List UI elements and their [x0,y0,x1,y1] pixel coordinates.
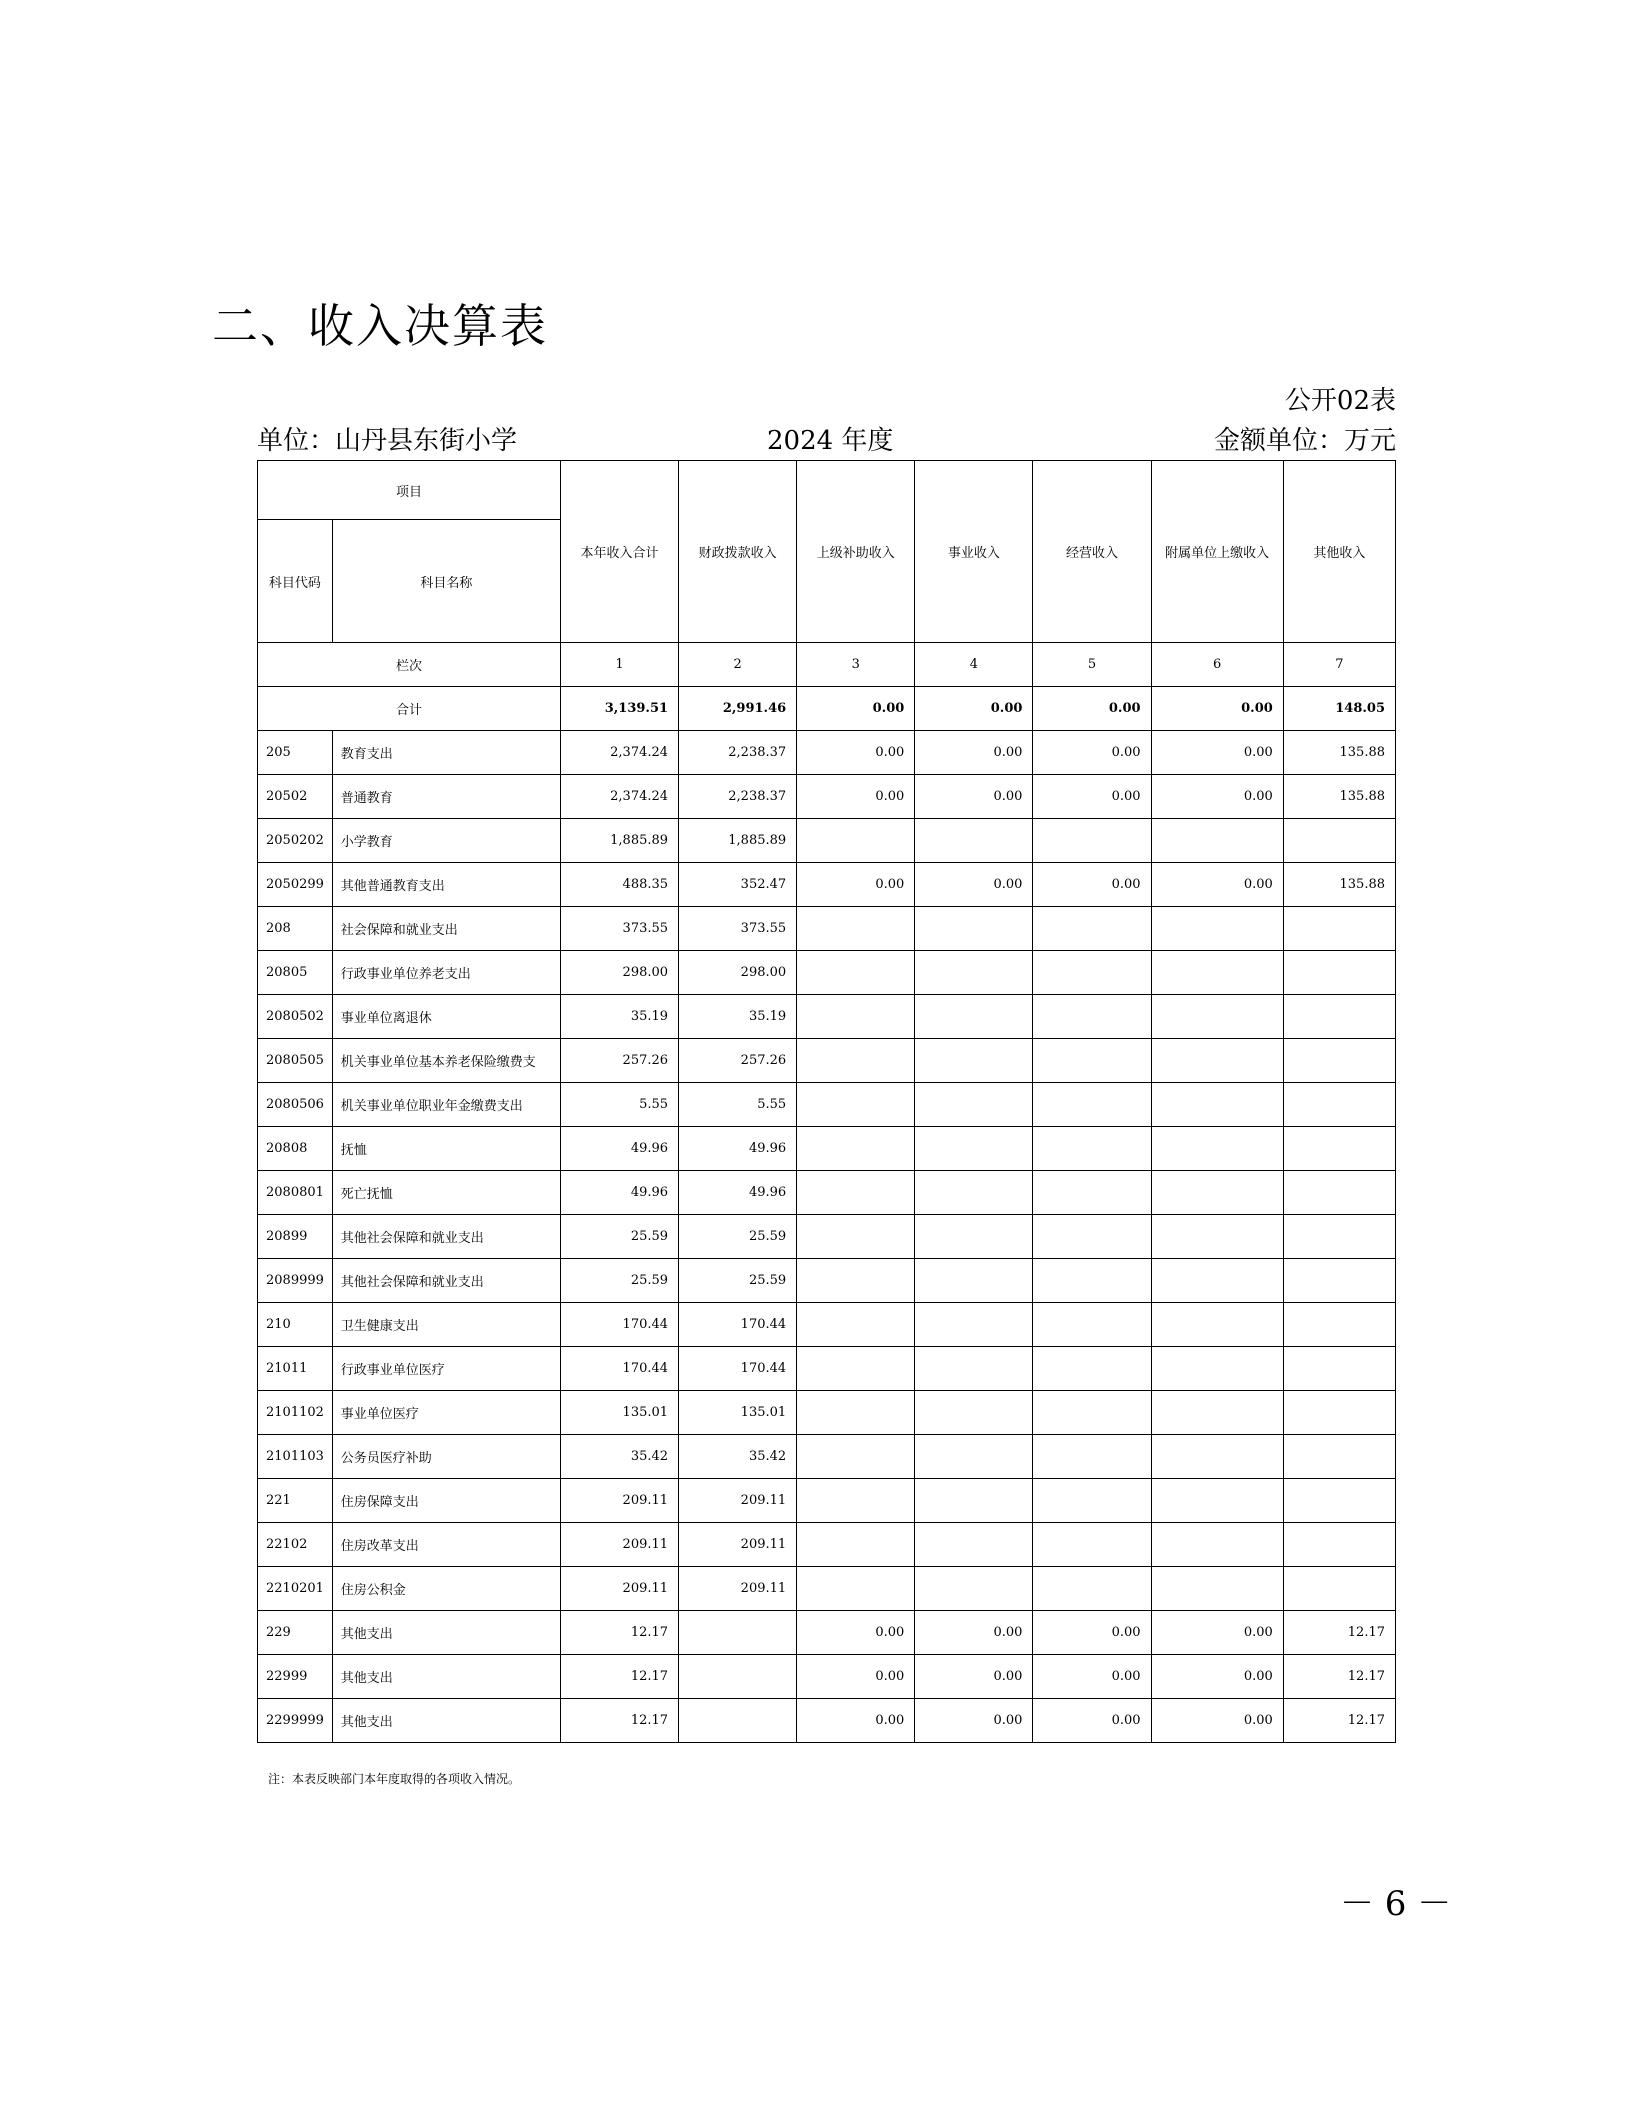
table-row [258,731,1396,775]
total-value: 3,139.51 [560,687,678,731]
amount-cell: 0.00 [1151,863,1283,907]
col-number: 3 [797,643,915,687]
subject-code: 205 [258,731,333,775]
amount-cell: 35.42 [679,1435,797,1479]
amount-cell [1151,1083,1283,1127]
amount-cell: 12.17 [560,1655,678,1699]
amount-cell: 209.11 [679,1479,797,1523]
amount-cell: 135.88 [1283,775,1395,819]
amount-cell: 209.11 [560,1523,678,1567]
amount-cell [915,1083,1033,1127]
header-col-3: 上级补助收入 [797,461,915,643]
amount-cell: 0.00 [1033,731,1151,775]
subject-code: 2089999 [258,1259,333,1303]
amount-cell [1151,1435,1283,1479]
amount-cell: 298.00 [560,951,678,995]
total-value: 148.05 [1283,687,1395,731]
subject-code: 2080506 [258,1083,333,1127]
table-row [258,951,1396,995]
total-value: 0.00 [797,687,915,731]
amount-cell: 257.26 [679,1039,797,1083]
subject-code: 2101102 [258,1391,333,1435]
amount-cell: 0.00 [1033,863,1151,907]
amount-cell [1151,1215,1283,1259]
amount-cell: 12.17 [560,1699,678,1743]
amount-cell [915,1435,1033,1479]
header-name: 科目名称 [332,520,560,643]
subject-code: 22999 [258,1655,333,1699]
table-row [258,1479,1396,1523]
amount-cell: 0.00 [797,1699,915,1743]
amount-cell [915,1347,1033,1391]
amount-cell: 49.96 [679,1171,797,1215]
amount-cell [1151,1567,1283,1611]
subject-name: 教育支出 [332,731,560,775]
subject-code: 2299999 [258,1699,333,1743]
amount-cell [679,1699,797,1743]
amount-cell [1033,819,1151,863]
subject-name: 社会保障和就业支出 [332,907,560,951]
amount-cell [1151,1039,1283,1083]
amount-cell [797,995,915,1039]
amount-cell: 488.35 [560,863,678,907]
amount-cell: 0.00 [1033,1611,1151,1655]
amount-cell [797,1435,915,1479]
amount-cell: 2,238.37 [679,731,797,775]
amount-cell [1033,1523,1151,1567]
header-code: 科目代码 [258,520,333,643]
amount-cell [1283,1435,1395,1479]
amount-cell [1033,1303,1151,1347]
amount-cell: 209.11 [560,1479,678,1523]
amount-cell [797,1083,915,1127]
subject-code: 2050299 [258,863,333,907]
subject-name: 住房保障支出 [332,1479,560,1523]
amount-cell: 35.19 [560,995,678,1039]
amount-cell [1033,1127,1151,1171]
table-note: 注：本表反映部门本年度取得的各项收入情况。 [268,1772,521,1786]
subject-code: 21011 [258,1347,333,1391]
amount-cell [915,1567,1033,1611]
amount-cell [1033,1259,1151,1303]
amount-cell: 49.96 [679,1127,797,1171]
amount-cell [1283,819,1395,863]
subject-name: 小学教育 [332,819,560,863]
amount-cell [1151,1127,1283,1171]
amount-cell [1283,951,1395,995]
subject-code: 22102 [258,1523,333,1567]
table-row [258,863,1396,907]
amount-cell [1033,1039,1151,1083]
amount-cell [1283,1479,1395,1523]
table-row [258,1523,1396,1567]
unit-label: 单位：山丹县东街小学 [257,426,518,456]
amount-cell: 135.01 [560,1391,678,1435]
amount-cell [797,1127,915,1171]
amount-cell [797,1259,915,1303]
header-row [258,461,1396,520]
amount-cell [1033,1479,1151,1523]
amount-cell: 0.00 [915,863,1033,907]
subject-name: 其他普通教育支出 [332,863,560,907]
amount-cell [1151,819,1283,863]
amount-cell: 0.00 [797,1611,915,1655]
amount-cell: 0.00 [915,1655,1033,1699]
amount-cell: 25.59 [679,1215,797,1259]
amount-cell: 5.55 [560,1083,678,1127]
amount-cell: 0.00 [1033,775,1151,819]
amount-cell [1283,1391,1395,1435]
col-number: 5 [1033,643,1151,687]
amount-cell: 0.00 [797,1655,915,1699]
amount-cell: 209.11 [679,1567,797,1611]
amount-cell [1283,1127,1395,1171]
table-row [258,1127,1396,1171]
amount-cell [1151,995,1283,1039]
amount-cell [797,907,915,951]
subject-name: 行政事业单位养老支出 [332,951,560,995]
amount-cell [1283,1171,1395,1215]
amount-cell [915,951,1033,995]
amount-cell: 0.00 [1151,1655,1283,1699]
subject-code: 2210201 [258,1567,333,1611]
amount-cell [1033,1171,1151,1215]
col-number: 6 [1151,643,1283,687]
header-col-7: 其他收入 [1283,461,1395,643]
amount-cell [1151,1347,1283,1391]
subject-code: 2080502 [258,995,333,1039]
subject-name: 行政事业单位医疗 [332,1347,560,1391]
amount-cell [1033,951,1151,995]
amount-cell: 352.47 [679,863,797,907]
amount-cell: 49.96 [560,1171,678,1215]
amount-cell: 170.44 [679,1303,797,1347]
amount-cell [797,819,915,863]
subject-name: 机关事业单位基本养老保险缴费支 [332,1039,560,1083]
subject-name: 其他社会保障和就业支出 [332,1215,560,1259]
subject-code: 2080505 [258,1039,333,1083]
column-index-row [258,643,1396,687]
amount-cell: 0.00 [1033,1699,1151,1743]
amount-cell: 373.55 [560,907,678,951]
amount-cell [1151,1303,1283,1347]
subject-code: 2080801 [258,1171,333,1215]
amount-cell [1151,1391,1283,1435]
amount-cell [1283,995,1395,1039]
subject-name: 住房公积金 [332,1567,560,1611]
amount-cell: 5.55 [679,1083,797,1127]
total-value: 0.00 [1033,687,1151,731]
col-number: 2 [679,643,797,687]
amount-cell [1033,907,1151,951]
table-row [258,1391,1396,1435]
amount-cell [1283,1567,1395,1611]
amount-cell: 0.00 [797,731,915,775]
amount-cell [1033,1391,1151,1435]
amount-cell: 49.96 [560,1127,678,1171]
amount-cell: 0.00 [915,775,1033,819]
amount-cell: 135.88 [1283,863,1395,907]
amount-cell [1283,1523,1395,1567]
amount-cell [915,819,1033,863]
col-number: 7 [1283,643,1395,687]
table-row [258,1259,1396,1303]
amount-unit-label: 金额单位：万元 [1213,426,1396,456]
amount-cell: 0.00 [797,863,915,907]
table-row [258,995,1396,1039]
subject-code: 20502 [258,775,333,819]
header-col-4: 事业收入 [915,461,1033,643]
subject-code: 2101103 [258,1435,333,1479]
table-row [258,907,1396,951]
amount-cell [1033,1567,1151,1611]
table-row [258,1611,1396,1655]
table-row [258,1083,1396,1127]
amount-cell [797,1523,915,1567]
amount-cell [1033,1347,1151,1391]
header-col-1: 本年收入合计 [560,461,678,643]
amount-cell [1283,1083,1395,1127]
amount-cell: 35.42 [560,1435,678,1479]
amount-cell: 25.59 [560,1259,678,1303]
total-label: 合计 [258,687,561,731]
amount-cell: 209.11 [560,1567,678,1611]
subject-code: 20805 [258,951,333,995]
subject-name: 公务员医疗补助 [332,1435,560,1479]
amount-cell [1283,1347,1395,1391]
subject-code: 20808 [258,1127,333,1171]
amount-cell [915,1523,1033,1567]
amount-cell [1283,907,1395,951]
subject-code: 20899 [258,1215,333,1259]
header-project: 项目 [258,461,561,520]
amount-cell [1151,907,1283,951]
table-row [258,775,1396,819]
subject-code: 210 [258,1303,333,1347]
amount-cell [1283,1303,1395,1347]
amount-cell: 2,238.37 [679,775,797,819]
amount-cell [915,1479,1033,1523]
amount-cell [797,1347,915,1391]
amount-cell [1283,1215,1395,1259]
amount-cell [1033,995,1151,1039]
amount-cell: 1,885.89 [679,819,797,863]
amount-cell: 2,374.24 [560,775,678,819]
subject-code: 2050202 [258,819,333,863]
amount-cell [1033,1435,1151,1479]
amount-cell [679,1611,797,1655]
table-row [258,1303,1396,1347]
amount-cell: 0.00 [1151,731,1283,775]
amount-cell [797,1567,915,1611]
subject-name: 抚恤 [332,1127,560,1171]
table-row [258,1347,1396,1391]
amount-cell [797,951,915,995]
amount-cell [1151,1171,1283,1215]
amount-cell: 0.00 [915,1611,1033,1655]
amount-cell [915,1039,1033,1083]
amount-cell [1283,1259,1395,1303]
income-table [257,460,1396,1743]
amount-cell: 0.00 [1151,775,1283,819]
col-number: 1 [560,643,678,687]
amount-cell [1151,951,1283,995]
subject-name: 事业单位医疗 [332,1391,560,1435]
header-col-5: 经营收入 [1033,461,1151,643]
amount-cell: 25.59 [560,1215,678,1259]
page-title: 二、收入决算表 [212,299,548,353]
subject-code: 208 [258,907,333,951]
table-row [258,1567,1396,1611]
amount-cell: 0.00 [1151,1611,1283,1655]
table-row [258,1699,1396,1743]
amount-cell: 0.00 [1151,1699,1283,1743]
amount-cell [1151,1523,1283,1567]
amount-cell [797,1215,915,1259]
amount-cell: 0.00 [1033,1655,1151,1699]
subject-name: 机关事业单位职业年金缴费支出 [332,1083,560,1127]
amount-cell [915,1303,1033,1347]
total-row [258,687,1396,731]
amount-cell [915,1215,1033,1259]
amount-cell: 170.44 [560,1303,678,1347]
amount-cell [679,1655,797,1699]
amount-cell: 209.11 [679,1523,797,1567]
total-value: 0.00 [915,687,1033,731]
amount-cell [797,1039,915,1083]
form-number: 公开02表 [1284,386,1396,416]
table-row [258,819,1396,863]
header-col-2: 财政拨款收入 [679,461,797,643]
amount-cell: 12.17 [1283,1611,1395,1655]
subject-code: 229 [258,1611,333,1655]
amount-cell [915,995,1033,1039]
amount-cell: 298.00 [679,951,797,995]
amount-cell [1151,1479,1283,1523]
amount-cell [1033,1215,1151,1259]
amount-cell [915,907,1033,951]
subject-code: 221 [258,1479,333,1523]
amount-cell: 373.55 [679,907,797,951]
amount-cell [915,1171,1033,1215]
total-value: 2,991.46 [679,687,797,731]
amount-cell [915,1127,1033,1171]
amount-cell [797,1479,915,1523]
amount-cell: 12.17 [1283,1699,1395,1743]
amount-cell: 135.01 [679,1391,797,1435]
subject-name: 事业单位离退休 [332,995,560,1039]
subject-name: 其他支出 [332,1611,560,1655]
amount-cell: 0.00 [797,775,915,819]
amount-cell [797,1391,915,1435]
col-number: 4 [915,643,1033,687]
amount-cell [1151,1259,1283,1303]
page-number: － 6 － [1340,1884,1452,1924]
amount-cell: 170.44 [560,1347,678,1391]
table-row [258,1435,1396,1479]
amount-cell [797,1303,915,1347]
table-row [258,1039,1396,1083]
amount-cell [915,1391,1033,1435]
header-col-6: 附属单位上缴收入 [1151,461,1283,643]
subject-name: 其他社会保障和就业支出 [332,1259,560,1303]
amount-cell: 2,374.24 [560,731,678,775]
amount-cell [1283,1039,1395,1083]
amount-cell [915,1259,1033,1303]
amount-cell: 0.00 [915,731,1033,775]
amount-cell: 0.00 [915,1699,1033,1743]
amount-cell: 25.59 [679,1259,797,1303]
subject-name: 其他支出 [332,1699,560,1743]
subject-name: 其他支出 [332,1655,560,1699]
table-row [258,1215,1396,1259]
amount-cell: 257.26 [560,1039,678,1083]
subject-name: 死亡抚恤 [332,1171,560,1215]
year-label: 2024 年度 [767,426,894,456]
meta-row [257,420,1396,456]
amount-cell: 170.44 [679,1347,797,1391]
amount-cell: 35.19 [679,995,797,1039]
amount-cell: 135.88 [1283,731,1395,775]
amount-cell: 12.17 [1283,1655,1395,1699]
amount-cell: 12.17 [560,1611,678,1655]
amount-cell [1033,1083,1151,1127]
subject-name: 普通教育 [332,775,560,819]
amount-cell [797,1171,915,1215]
amount-cell: 1,885.89 [560,819,678,863]
total-value: 0.00 [1151,687,1283,731]
col-index-label: 栏次 [258,643,561,687]
table-row [258,1655,1396,1699]
table-row [258,1171,1396,1215]
subject-name: 住房改革支出 [332,1523,560,1567]
subject-name: 卫生健康支出 [332,1303,560,1347]
